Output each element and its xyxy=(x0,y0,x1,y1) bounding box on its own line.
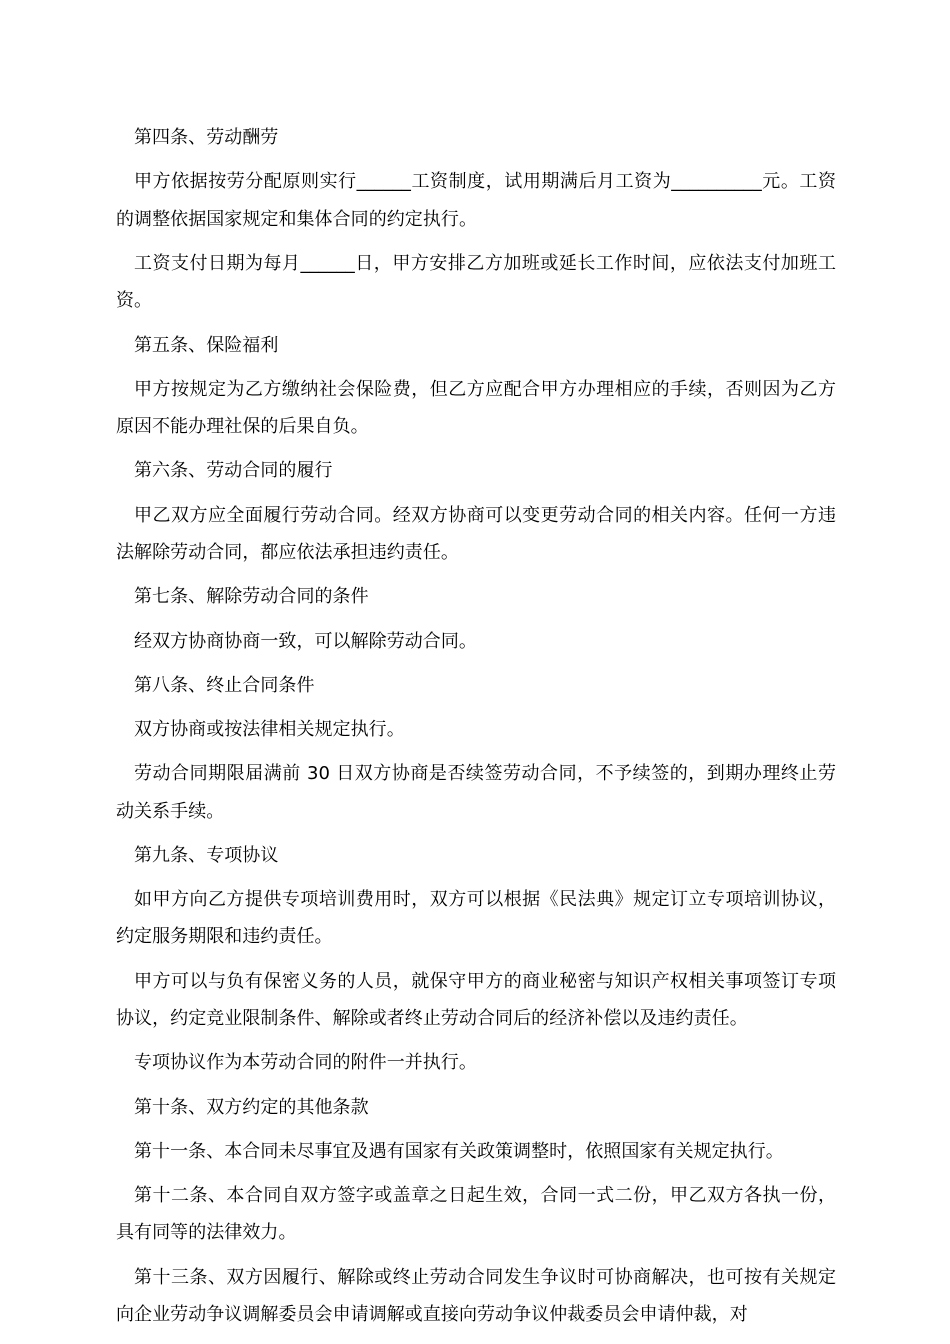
article-12: 第十二条、本合同自双方签字或盖章之日起生效，合同一式二份，甲乙双方各执一份，具有同等的法律效力。 xyxy=(116,1184,836,1244)
article-8-renewal: 劳动合同期限届满前 30 日双方协商是否续签劳动合同，不予续签的，到期办理终止劳动关系手续。 xyxy=(116,763,836,822)
article-7-mutual-termination: 经双方协商协商一致，可以解除劳动合同。 xyxy=(134,630,477,652)
article-11: 第十一条、本合同未尽事宜及遇有国家有关政策调整时，依照国家有关规定执行。 xyxy=(134,1140,784,1162)
article-10-heading: 第十条、双方约定的其他条款 xyxy=(134,1096,369,1118)
article-7-heading: 第七条、解除劳动合同的条件 xyxy=(134,586,369,608)
article-4-heading: 第四条、劳动酬劳 xyxy=(134,127,279,148)
article-8-legal-provisions: 双方协商或按法律相关规定执行。 xyxy=(134,718,405,740)
article-5-heading: 第五条、保险福利 xyxy=(134,334,279,356)
article-8-heading: 第八条、终止合同条件 xyxy=(134,674,315,696)
article-4-pay-date: 工资支付日期为每月______日，甲方安排乙方加班或延长工作时间，应依法支付加班工资。 xyxy=(116,252,836,312)
article-5-social-insurance: 甲方按规定为乙方缴纳社会保险费，但乙方应配合甲方办理相应的手续，否则因为乙方原因不能办理社保的后果自负。 xyxy=(116,378,836,438)
article-9-confidentiality-agreement: 甲方可以与负有保密义务的人员，就保守甲方的商业秘密与知识产权相关事项签订专项协议，约定竞业限制条件、解除或者终止劳动合同后的经济补偿以及违约责任。 xyxy=(116,970,836,1030)
document-page xyxy=(116,119,836,1340)
article-9-heading: 第九条、专项协议 xyxy=(134,844,279,866)
article-13: 第十三条、双方因履行、解除或终止劳动合同发生争议时可协商解决，也可按有关规定向企业劳动争议调解委员会申请调解或直接向劳动争议仲裁委员会申请仲裁，对 xyxy=(116,1266,836,1326)
article-9-annex: 专项协议作为本劳动合同的附件一并执行。 xyxy=(134,1052,477,1074)
article-4-wage-system: 甲方依据按劳分配原则实行______工资制度，试用期满后月工资为__________元。工资的调整依据国家规定和集体合同的约定执行。 xyxy=(116,171,836,230)
article-6-heading: 第六条、劳动合同的履行 xyxy=(134,460,333,482)
article-9-training-agreement: 如甲方向乙方提供专项培训费用时，双方可以根据《民法典》规定订立专项培训协议，约定服务期限和违约责任。 xyxy=(116,888,836,948)
article-6-performance: 甲乙双方应全面履行劳动合同。经双方协商可以变更劳动合同的相关内容。任何一方违法解除劳动合同，都应依法承担违约责任。 xyxy=(116,504,836,564)
